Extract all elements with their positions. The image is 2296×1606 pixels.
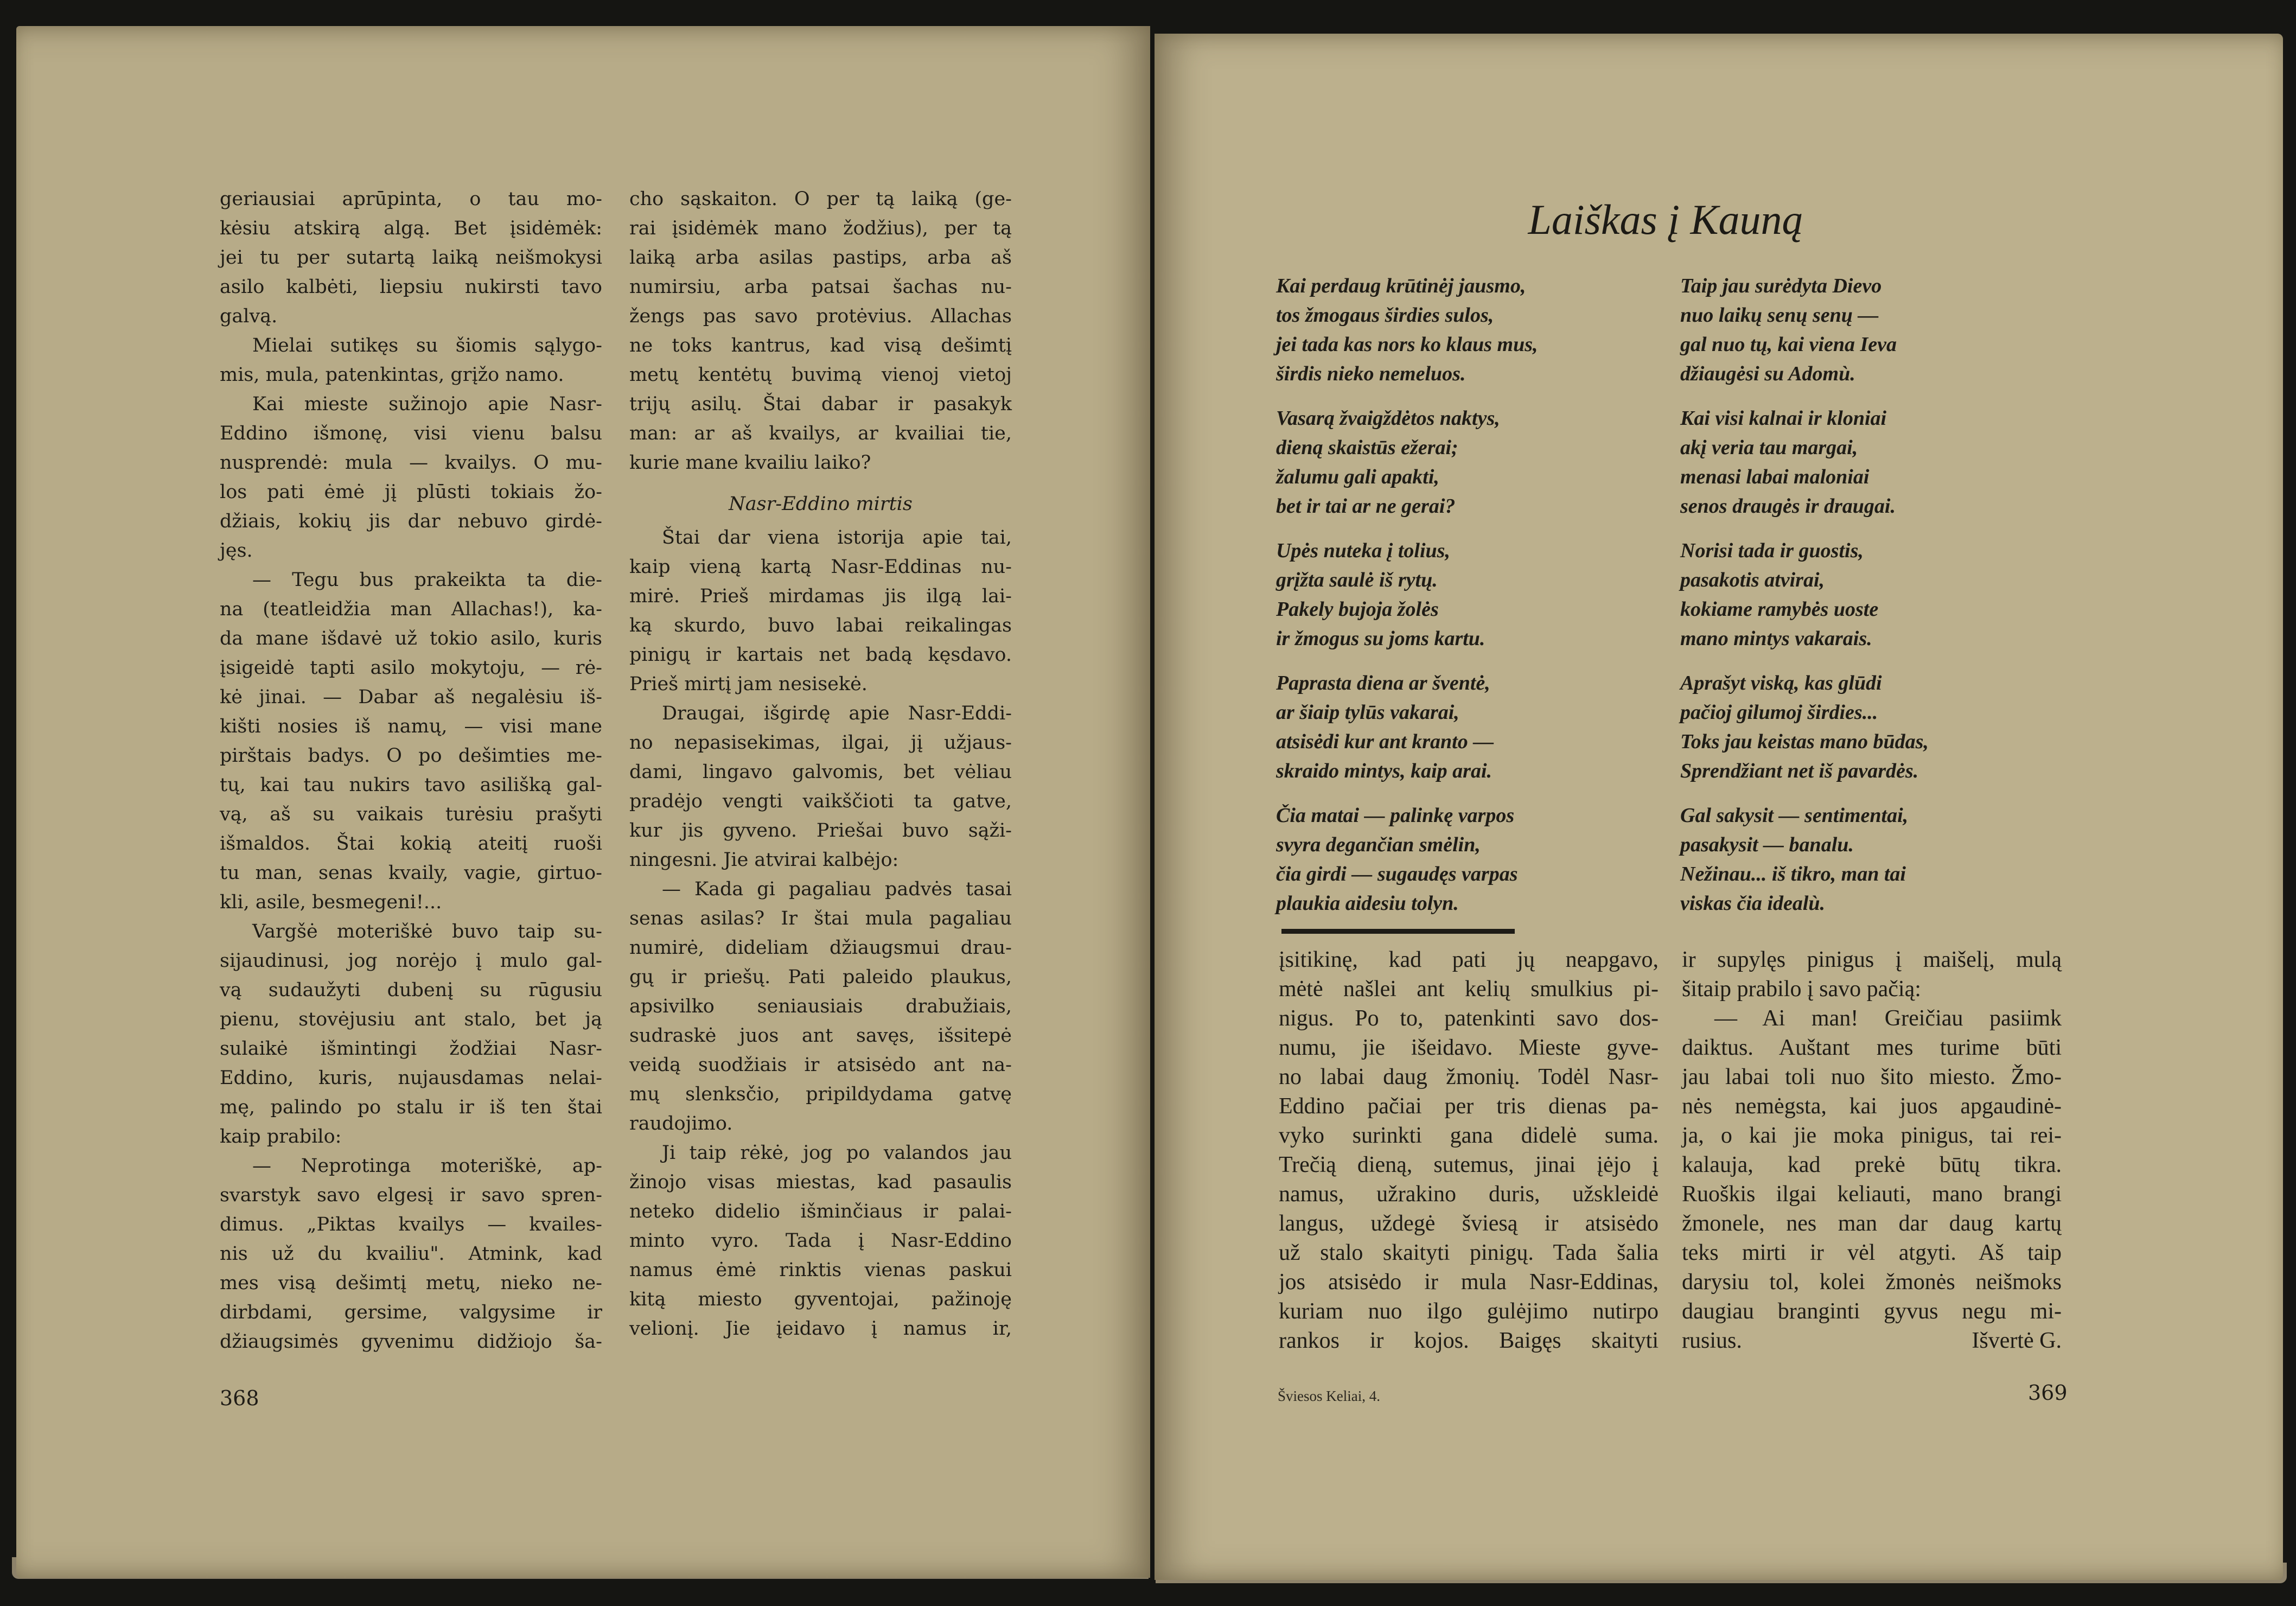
text-line: ja, o kai jie moka pinigus, tai rei-: [1682, 1123, 2062, 1148]
text-line: tu man, senas kvaily, vagie, girtuo-: [220, 862, 602, 884]
poem-line: plaukia aidesiu tolyn.: [1276, 892, 1459, 915]
text-line: langus, uždegė šviesą ir atsisėdo: [1279, 1211, 1659, 1236]
text-line: apsivilko seniausiais drabužiais,: [629, 996, 1012, 1017]
poem-line: svyra degančian smėlin,: [1276, 833, 1481, 856]
text-line: — Neprotinga moteriškė, ap-: [252, 1155, 602, 1177]
text-line: los pati ėmė jį plūsti tokiais žo-: [220, 481, 602, 503]
poem-line: gal nuo tų, kai viena Ieva: [1680, 333, 1897, 356]
poem-line: Nežinau... iš tikro, man tai: [1680, 863, 1906, 885]
poem-stanza: [1276, 271, 1667, 388]
text-line: no nepasisekimas, ilgai, jį užjaus-: [629, 732, 1012, 754]
poem-column-right: [1680, 271, 2071, 933]
poem-stanza: [1680, 404, 2071, 521]
poem-line: Vasarą žvaigždėtos naktys,: [1276, 407, 1500, 430]
text-line: mirė. Prieš mirdamas jis ilgą lai-: [629, 585, 1012, 607]
poem-stanza: [1276, 668, 1667, 786]
text-line: metų kentėtų buvimą vienoj vietoj: [629, 364, 1012, 386]
text-line: žinojo visas miestas, kad pasaulis: [629, 1171, 1012, 1193]
text-line: kur jis gyveno. Priešai buvo sąži-: [629, 820, 1012, 842]
text-line: žengs pas savo protėvius. Allachas: [629, 305, 1012, 327]
text-line: kėsiu atskirą algą. Bet įsidėmėk:: [220, 218, 602, 239]
text-line: — Tegu bus prakeikta ta die-: [252, 569, 602, 591]
text-line: sudraskė juos ant savęs, išsitepė: [629, 1025, 1012, 1047]
text-line: kitą miesto gyventojai, pažinoję: [629, 1289, 1012, 1310]
text-line: no labai daug žmonių. Todėl Nasr-: [1279, 1065, 1659, 1089]
text-line: jei tu per sutartą laiką neišmokysi: [220, 247, 602, 269]
poem-line: Kai visi kalnai ir kloniai: [1680, 407, 1887, 430]
poem-stanza: [1680, 536, 2071, 653]
text-line: vyko surinkti gana didelė suma.: [1279, 1123, 1659, 1148]
poem-line: viskas čia idealù.: [1680, 892, 1826, 915]
poem-line: nuo laikų senų senų —: [1680, 304, 1879, 327]
text-line: cho sąskaiton. O per tą laiką (ge-: [629, 188, 1012, 210]
poem-stanza: [1276, 536, 1667, 653]
text-line: pradėjo vengti vaikščioti ta gatve,: [629, 791, 1012, 812]
text-line: rusius.: [1682, 1328, 1742, 1353]
text-line: trijų asilų. Štai dabar ir pasakyk: [629, 393, 1012, 415]
poem-line: pačioj gilumoj širdies...: [1680, 701, 1878, 724]
text-line: galvą.: [220, 305, 278, 327]
text-line: džiais, kokių jis dar nebuvo girdė-: [220, 511, 602, 532]
poem-stanza: [1276, 801, 1667, 918]
text-line: mis, mula, patenkintas, grįžo namo.: [220, 364, 564, 386]
text-line: numu, jie išeidavo. Mieste gyve-: [1279, 1035, 1659, 1060]
poem-line: dieną skaistūs ežerai;: [1276, 436, 1458, 459]
poem-line: grįžta saulė iš rytų.: [1276, 569, 1438, 591]
text-line: mėtė našlei ant kelių smulkius pi-: [1279, 977, 1659, 1002]
text-line: mų slenksčio, pripildydama gatvę: [629, 1084, 1012, 1105]
text-line: da mane išdavė už tokio asilo, kuris: [220, 628, 602, 649]
text-line: daugiau branginti gyvus negu mi-: [1682, 1299, 2062, 1324]
poem-line: kokiame ramybės uoste: [1680, 598, 1879, 621]
text-line: jęs.: [220, 540, 253, 562]
text-line: Prieš mirtį jam nesisekė.: [629, 673, 868, 695]
text-line: dami, lingavo galvomis, bet vėliau: [629, 761, 1012, 783]
text-line: nis už du kvailiu". Atmink, kad: [220, 1243, 602, 1265]
text-line: man: ar aš kvailys, ar kvailiai tie,: [629, 423, 1012, 444]
left-page-column-2: [629, 184, 1012, 1343]
left-page-column-1: [220, 184, 602, 1356]
text-line: na (teatleidžia man Allachas!), ka-: [220, 598, 602, 620]
text-line: įsitikinę, kad pati jų neapgavo,: [1279, 947, 1659, 972]
text-line: jos atsisėdo ir mula Nasr-Eddinas,: [1279, 1270, 1659, 1295]
poem-line: Kai perdaug krūtinėj jausmo,: [1276, 275, 1526, 297]
text-line: — Ai man! Greičiau pasiimk: [1714, 1006, 2062, 1031]
text-line: Eddino, kuris, nujausdamas nelai-: [220, 1067, 602, 1089]
text-line: teks mirti ir vėl atgyti. Aš taip: [1682, 1240, 2062, 1265]
text-line: velionį. Jie įeidavo į namus ir,: [629, 1318, 1012, 1340]
text-line: kli, asile, besmegeni!...: [220, 891, 442, 913]
text-line: raudojimo.: [629, 1113, 733, 1135]
text-line: Mielai sutikęs su šiomis sąlygo-: [252, 335, 602, 356]
text-line: išmaldos. Štai kokią ateitį ruoši: [220, 833, 602, 855]
text-line: mę, palindo po stalu ir iš ten štai: [220, 1097, 602, 1118]
text-line: mes visą dešimtį metų, nieko ne-: [220, 1272, 602, 1294]
poem-line: Toks jau keistas mano būdas,: [1680, 730, 1929, 753]
poem-line: žalumu gali apakti,: [1276, 466, 1439, 488]
translator-credit: Išvertė G.: [1972, 1328, 2062, 1353]
text-line: vą, aš su vaikais turėsiu prašyti: [220, 804, 602, 825]
text-line: Ruoškis ilgai keliauti, mano brangi: [1682, 1182, 2062, 1207]
text-line: nusprendė: mula — kvailys. O mu-: [220, 452, 602, 474]
text-line: ir supylęs pinigus į maišelį, mulą: [1682, 947, 2062, 972]
poem-line: Čia matai — palinkę varpos: [1276, 804, 1515, 827]
poem-line: Norisi tada ir guostis,: [1680, 539, 1864, 562]
text-line: kalauja, kad prekė būtų tikra.: [1682, 1152, 2062, 1177]
text-line: kuriam nuo ilgo gulėjimo nutirpo: [1279, 1299, 1659, 1324]
text-line: — Kada gi pagaliau padvės tasai: [662, 878, 1012, 900]
poem-line: Taip jau surėdyta Dievo: [1680, 275, 1882, 297]
text-line: tų, kai tau nukirs tavo asilišką gal-: [220, 774, 602, 796]
text-line: pienu, stovėjusiu ant stalo, bet ją: [220, 1009, 602, 1030]
text-line: nigus. Po to, patenkinti savo dos-: [1279, 1006, 1659, 1031]
section-subheading: Nasr-Eddino mirtis: [729, 493, 913, 515]
text-line: kurie mane kvailiu laiko?: [629, 452, 871, 474]
text-line: geriausiai aprūpinta, o tau mo-: [220, 188, 602, 210]
poem-line: senos draugės ir draugai.: [1680, 495, 1896, 518]
poem-line: jei tada kas nors ko klaus mus,: [1276, 333, 1538, 356]
right-page-column-1: [1279, 945, 1659, 1355]
poem-title: Laiškas į Kauną: [1528, 196, 1803, 243]
text-line: sulaikė išmintingi žodžiai Nasr-: [220, 1038, 602, 1060]
text-line: šitaip prabilo į savo pačią:: [1682, 977, 1921, 1002]
text-line: įsigeidė tapti asilo mokytoju, — rė-: [220, 657, 602, 679]
text-line: ne toks kantrus, kad visą dešimtį: [629, 335, 1012, 356]
text-line: sijaudinusi, jog norėjo į mulo gal-: [220, 950, 602, 972]
poem-line: menasi labai maloniai: [1680, 466, 1870, 488]
poem-line: čia girdi — sugaudęs varpas: [1276, 863, 1518, 885]
poem-stanza: [1276, 404, 1667, 521]
poem-line: atsisėdi kur ant kranto —: [1276, 730, 1494, 753]
poem-column-left: [1276, 271, 1667, 933]
section-divider-rule: [1281, 929, 1515, 934]
poem-line: ar šiaip tylūs vakarai,: [1276, 701, 1459, 724]
poem-line: skraido mintys, kaip arai.: [1276, 760, 1492, 782]
poem-line: ir žmogus su joms kartu.: [1276, 627, 1485, 650]
text-line: asilo kalbėti, liepsiu nukirsti tavo: [220, 276, 602, 298]
text-line: Eddino išmonę, visi vienu balsu: [220, 423, 602, 444]
text-line: pinigų ir kartais net badą kęsdavo.: [629, 644, 1012, 666]
poem-line: širdis nieko nemeluos.: [1276, 362, 1466, 385]
text-line: rankos ir kojos. Baigęs skaityti: [1279, 1328, 1659, 1353]
poem-line: Gal sakysit — sentimentai,: [1680, 804, 1909, 827]
poem-line: pasakysit — banalu.: [1680, 833, 1854, 856]
text-line: Štai dar viena istorija apie tai,: [662, 527, 1012, 549]
poem-line: Aprašyt viską, kas glūdi: [1680, 672, 1882, 694]
page-number-right: 369: [2028, 1381, 2068, 1405]
text-line: gų ir priešų. Pati paleido plaukus,: [629, 966, 1012, 988]
text-line: Eddino pačiai per tris dienas pa-: [1279, 1094, 1659, 1119]
text-line: namus, užrakino duris, užskleidė: [1279, 1182, 1659, 1207]
text-line: numirsiu, arba patsai šachas nu-: [629, 276, 1012, 298]
poem-line: Sprendžiant net iš pavardės.: [1680, 760, 1919, 782]
text-line: Ji taip rėkė, jog po valandos jau: [662, 1142, 1012, 1164]
text-line: kė jinai. — Dabar aš negalėsiu iš-: [220, 686, 602, 708]
text-line: veidą suodžiais ir atsisėdo ant na-: [629, 1054, 1012, 1076]
text-line: kišti nosies iš namų, — visi mane: [220, 716, 602, 737]
text-line: Draugai, išgirdę apie Nasr-Eddi-: [662, 703, 1012, 724]
text-line: kaip vieną kartą Nasr-Eddinas nu-: [629, 556, 1012, 578]
poem-line: Paprasta diena ar šventė,: [1276, 672, 1490, 694]
journal-signature: Šviesos Keliai, 4.: [1278, 1388, 1380, 1404]
text-line: džiaugsimės gyvenimu didžiojo ša-: [220, 1331, 602, 1353]
text-line: dimus. „Piktas kvailys — kvailes-: [220, 1214, 602, 1235]
poem-line: bet ir tai ar ne gerai?: [1276, 495, 1456, 518]
right-page-column-2: [1682, 945, 2062, 1385]
poem-stanza: [1680, 668, 2071, 786]
text-line: svarstyk savo elgesį ir savo spren-: [220, 1184, 602, 1206]
poem-line: Pakely bujoja žolės: [1276, 598, 1439, 621]
text-line: daiktus. Auštant mes turime būti: [1682, 1035, 2062, 1060]
poem-line: tos žmogaus širdies sulos,: [1276, 304, 1494, 327]
text-line: už stalo skaityti pinigų. Tada šalia: [1279, 1240, 1659, 1265]
text-line: darysiu tol, kolei žmonės neišmoks: [1682, 1270, 2062, 1295]
text-line: Vargšė moteriškė buvo taip su-: [252, 921, 602, 942]
page-number-left: 368: [220, 1386, 259, 1410]
poem-line: pasakotis atvirai,: [1680, 569, 1825, 591]
poem-stanza: [1680, 271, 2071, 388]
text-line: kaip prabilo:: [220, 1126, 342, 1148]
text-line: senas asilas? Ir štai mula pagaliau: [629, 908, 1012, 929]
text-line: ką skurdo, buvo labai reikalingas: [629, 615, 1012, 636]
poem-line: akį veria tau margai,: [1680, 436, 1858, 459]
poem-line: džiaugėsi su Adomù.: [1680, 362, 1855, 385]
text-line: neteko didelio išminčiaus ir palai-: [629, 1201, 1012, 1222]
poem-stanza: [1680, 801, 2071, 918]
text-line: Trečią dieną, sutemus, jinai įėjo į: [1279, 1152, 1659, 1177]
text-line: ningesni. Jie atvirai kalbėjo:: [629, 849, 899, 871]
text-line: minto vyro. Tada į Nasr-Eddino: [629, 1230, 1012, 1252]
poem-line: Upės nuteka į tolius,: [1276, 539, 1450, 562]
text-line: pirštais badys. O po dešimties me-: [220, 745, 602, 767]
text-line: jau labai toli nuo šito miesto. Žmo-: [1682, 1065, 2062, 1089]
text-line: namus ėmė rinktis vienas paskui: [629, 1259, 1012, 1281]
text-line: dirbdami, gersime, valgysime ir: [220, 1302, 602, 1323]
text-line: numirė, dideliam džiaugsmui drau-: [629, 937, 1012, 959]
text-line: žmonele, nes man dar daug kartų: [1682, 1211, 2062, 1236]
text-line: nės nemėgsta, kai juos apgaudinė-: [1682, 1094, 2062, 1119]
text-line: rai įsidėmėk mano žodžius), per tą: [629, 218, 1012, 239]
text-line: vą sudaužyti dubenį su rūgusiu: [220, 979, 602, 1001]
text-line: Kai mieste sužinojo apie Nasr-: [252, 393, 602, 415]
poem-line: mano mintys vakarais.: [1680, 627, 1872, 650]
text-line: laiką arba asilas pastips, arba aš: [629, 247, 1012, 269]
